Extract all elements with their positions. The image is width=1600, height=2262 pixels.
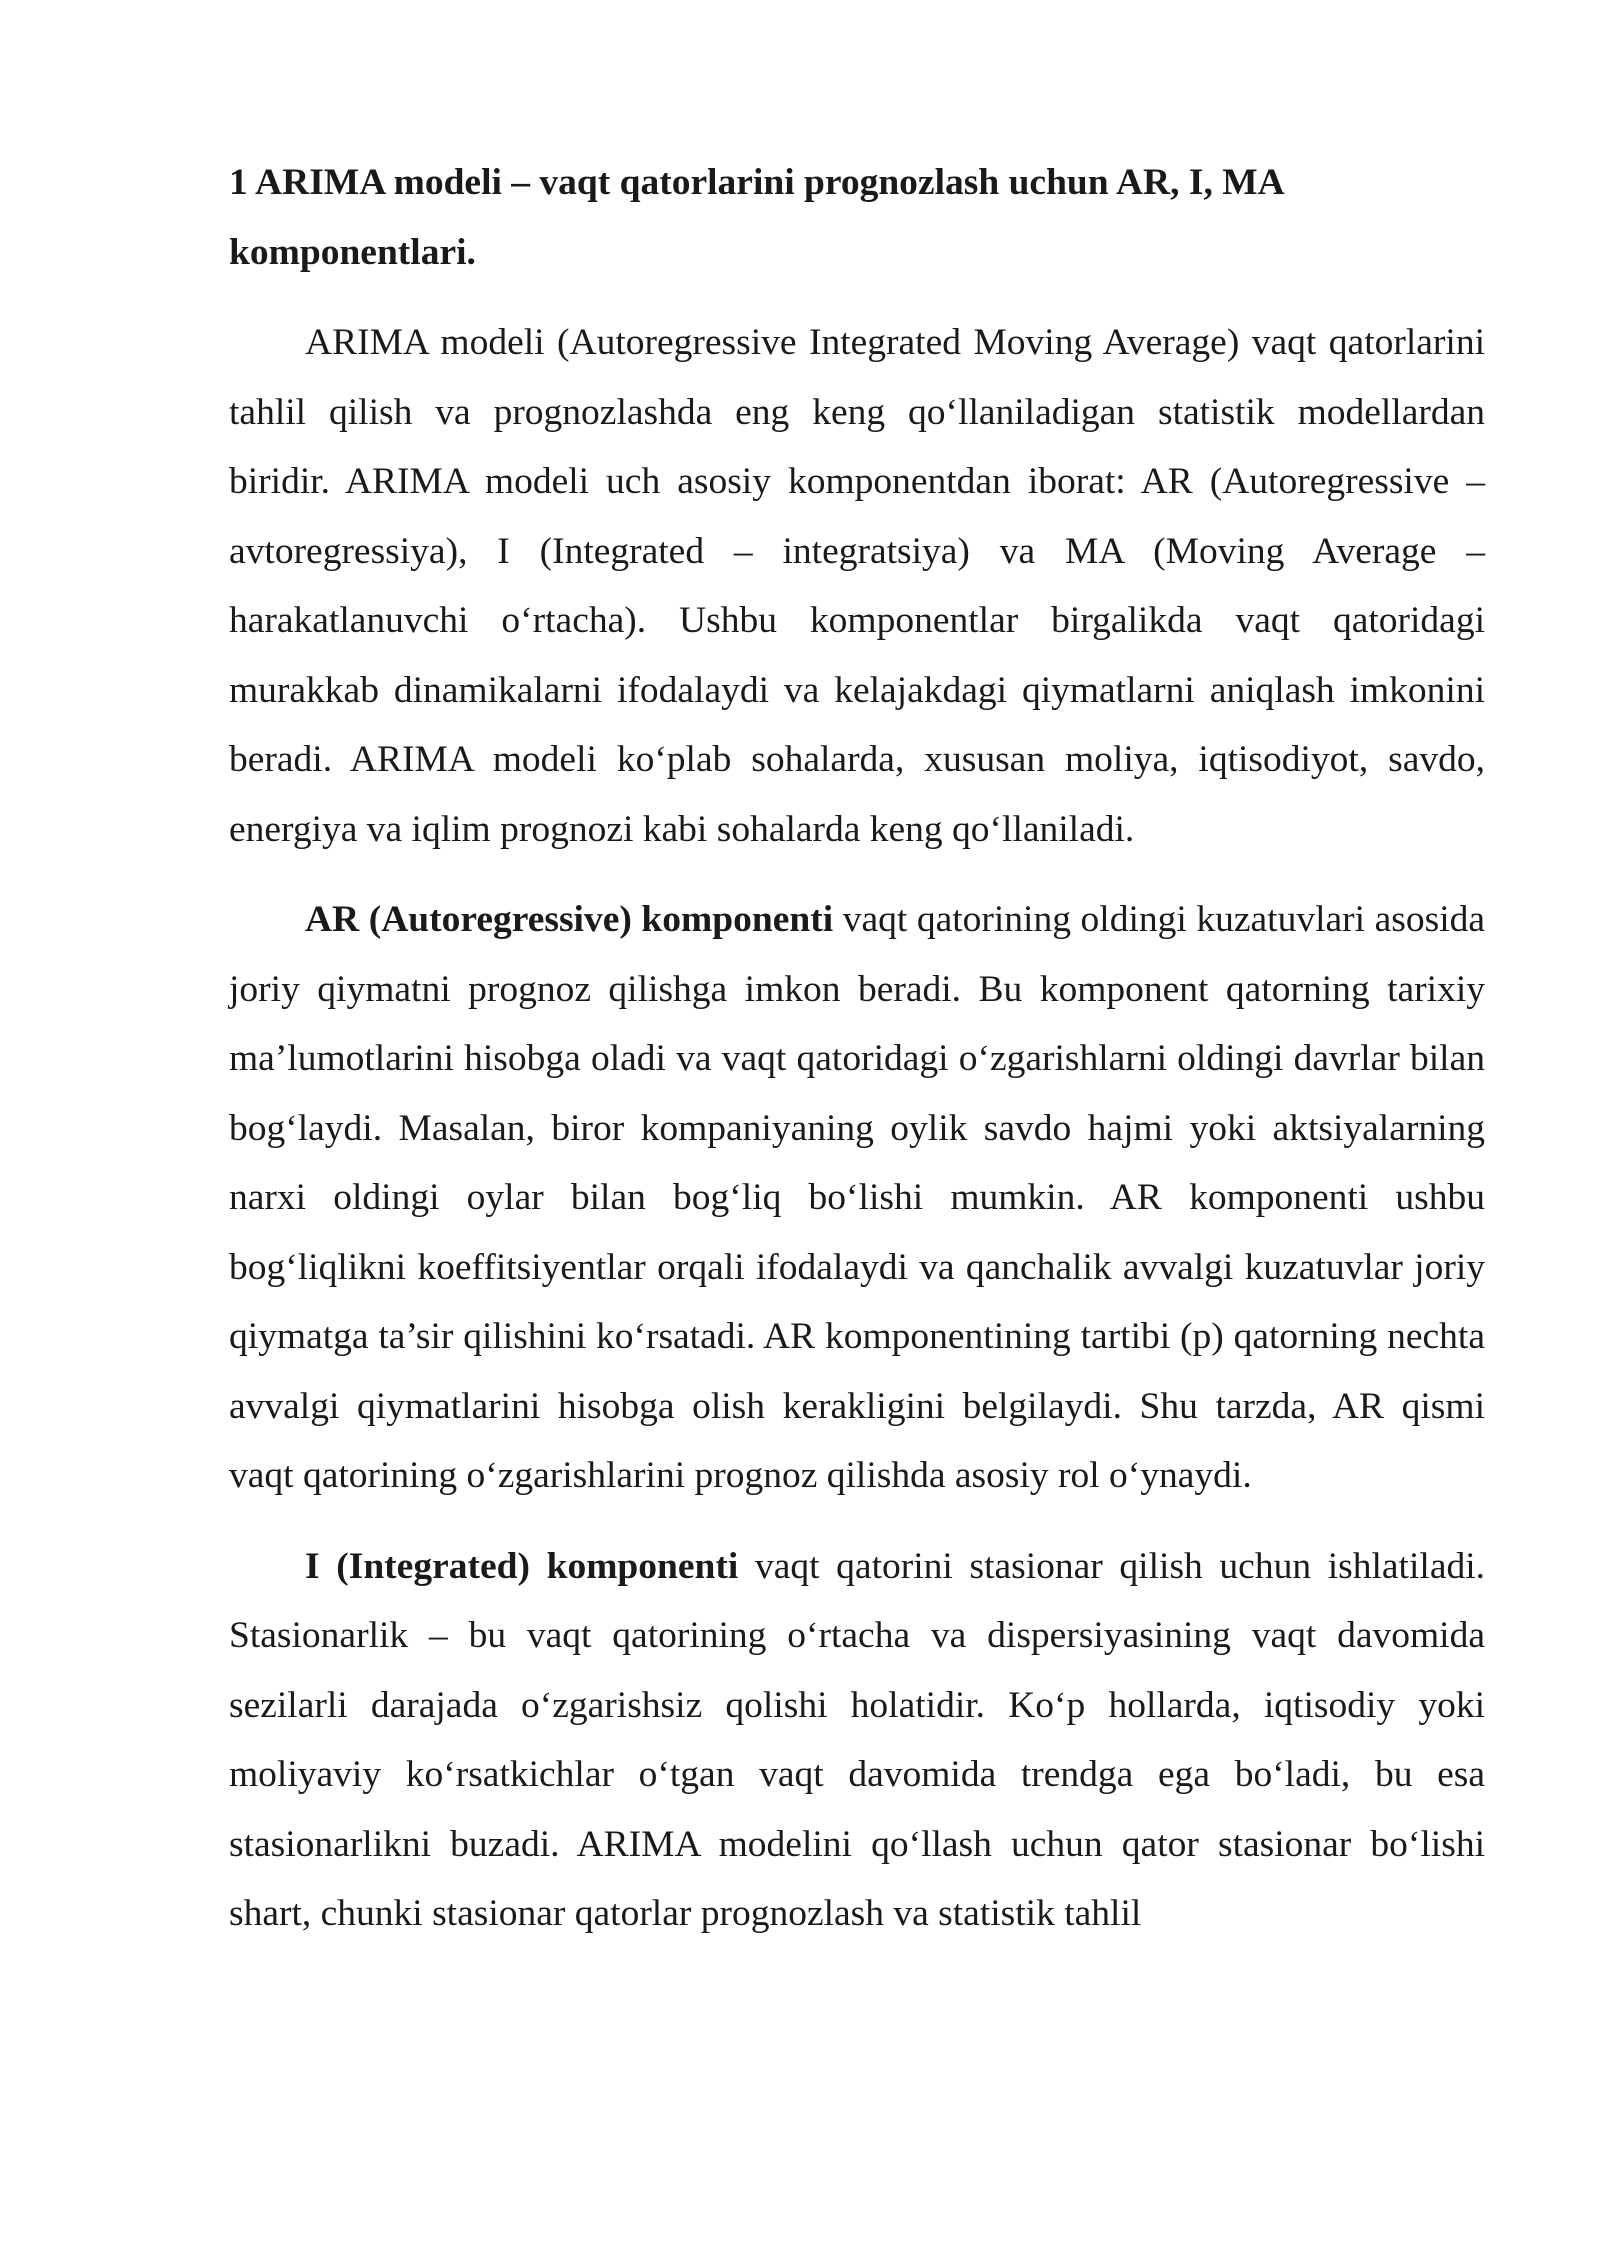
paragraph-ar-text: vaqt qatorining oldingi kuzatuvlari asosida joriy qiymatni prognoz qilishga imkon beradi. Bu komponent qatorning tarixiy ma’lumotlarini hisobga oladi va vaqt qatoridagi oʻzgarishlarni oldingi davrlar bilan bogʻlaydi. Masalan, biror kompaniyaning oylik savdo hajmi yoki aktsiyalarning narxi oldingi oylar bilan bogʻliq boʻlishi mumkin. AR komponenti ushbu bogʻliqlikni koeffitsiyentlar orqali ifodalaydi va qanchalik avvalgi kuzatuvlar joriy qiymatga ta’sir qilishini koʻrsatadi. AR komponentining tartibi (p) qatorning nechta avvalgi qiymatlarini hisobga olish kerakligini belgilaydi. Shu tarzda, AR qismi vaqt qatorining oʻzgarishlarini prognoz qilishda asosiy rol oʻynaydi. bbox=[229, 899, 1486, 1496]
paragraph-intro bbox=[229, 308, 1485, 864]
paragraph-i-text: vaqt qatorini stasionar qilish uchun ishlatiladi. Stasionarlik – bu vaqt qatorining oʻrtacha va dispersiyasining vaqt davomida sezilarli darajada oʻzgarishsiz qolishi holatidir. Koʻp hollarda, iqtisodiy yoki moliyaviy koʻrsatkichlar oʻtgan vaqt davomida trendga ega boʻladi, bu esa stasionarlikni buzadi. ARIMA modelini qoʻllash uchun qator stasionar boʻlishi shart, chunki stasionar qatorlar prognozlash va statistik tahlil bbox=[229, 1545, 1486, 1934]
paragraph-intro-text: ARIMA modeli (Autoregressive Integrated Moving Average) vaqt qatorlarini tahlil qilish va prognozlashda eng keng qoʻllaniladigan statistik modellardan biridir. ARIMA modeli uch asosiy komponentdan iborat: AR (Autoregressive – avtoregressiya), I (Integrated – integratsiya) va MA (Moving Average – harakatlanuvchi oʻrtacha). Ushbu komponentlar birgalikda vaqt qatoridagi murakkab dinamikalarni ifodalaydi va kelajakdagi qiymatlarni aniqlash imkonini beradi. ARIMA modeli koʻplab sohalarda, xususan moliya, iqtisodiyot, savdo, energiya va iqlim prognozi kabi sohalarda keng qoʻllaniladi. bbox=[229, 322, 1485, 850]
paragraph-ar-lead: AR (Autoregressive) komponenti bbox=[305, 899, 834, 940]
paragraph-i-lead: I (Integrated) komponenti bbox=[305, 1545, 739, 1587]
document-page bbox=[229, 148, 1485, 1949]
paragraph-i-component bbox=[229, 1532, 1485, 1949]
section-heading: 1 ARIMA modeli – vaqt qatorlarini prognozlash uchun AR, I, MA komponentlari. bbox=[229, 162, 1283, 273]
paragraph-ar-component bbox=[229, 885, 1485, 1511]
